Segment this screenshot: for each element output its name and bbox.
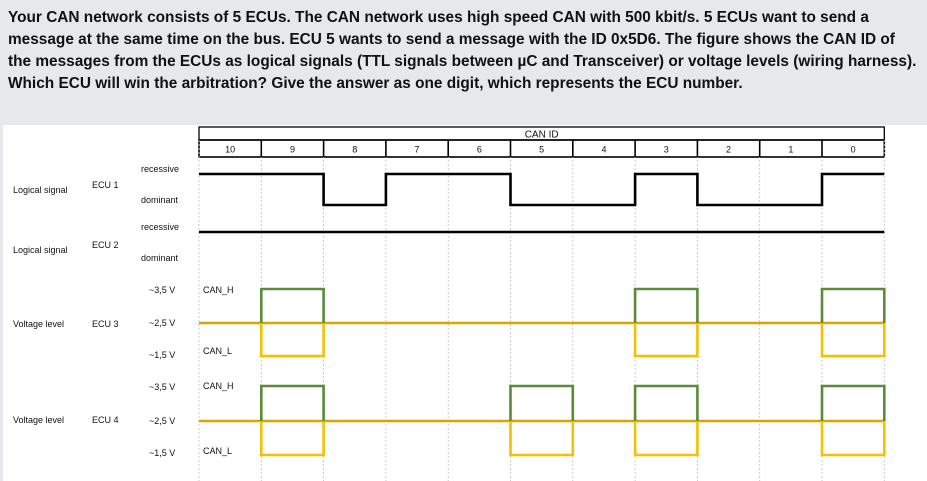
row-type-label: Logical signal <box>13 245 68 255</box>
bit-number-label: 7 <box>414 144 420 155</box>
can-l-tag: CAN_L <box>203 346 233 356</box>
timing-diagram <box>3 125 927 481</box>
bit-number-label: 9 <box>289 144 295 155</box>
can-l-tag: CAN_L <box>203 446 233 456</box>
bit-number-label: 5 <box>539 144 545 155</box>
voltage-high-label: ~3,5 V <box>149 382 176 392</box>
bit-number-label: 4 <box>601 144 607 155</box>
level-recessive-label: recessive <box>141 222 180 232</box>
can-h-tag: CAN_H <box>203 285 234 295</box>
can-h-tag: CAN_H <box>203 381 234 391</box>
row-type-label: Logical signal <box>13 185 68 195</box>
bit-number-label: 10 <box>225 144 236 155</box>
bit-number-label: 0 <box>850 144 856 155</box>
voltage-high-label: ~3,5 V <box>149 285 176 295</box>
question-text: Your CAN network consists of 5 ECUs. The CAN network uses high speed CAN with 500 kbit/s. 5 ECUs want to send a message at the same time on the bus. ECU 5 wants to send a message with the ID 0x5D6. The figure shows the CAN ID of the messages from the ECUs as logical signals (TTL signals between µC and Transceiver) or voltage levels (wiring harness). Which ECU will win the arbitration? Give the answer as one digit, which represents the ECU number. <box>8 9 917 92</box>
bit-number-label: 2 <box>726 144 732 155</box>
can-l-waveform <box>261 323 884 356</box>
row-ecu-label: ECU 3 <box>92 319 119 329</box>
can-h-waveform <box>261 386 884 421</box>
can-arbitration-figure <box>3 125 927 481</box>
row-type-label: Voltage level <box>13 319 65 329</box>
level-recessive-label: recessive <box>141 164 180 174</box>
bit-number-label: 1 <box>788 144 794 155</box>
voltage-low-label: ~1,5 V <box>149 350 176 360</box>
voltage-mid-label: ~2,5 V <box>149 318 176 328</box>
voltage-mid-label: ~2,5 V <box>149 416 176 426</box>
row-ecu-label: ECU 1 <box>92 180 119 190</box>
logical-signal-waveform <box>199 174 884 205</box>
voltage-low-label: ~1,5 V <box>149 448 176 458</box>
level-dominant-label: dominant <box>141 253 179 263</box>
bit-number-label: 8 <box>352 144 358 155</box>
can-id-header-title: CAN ID <box>524 129 559 141</box>
bit-number-label: 3 <box>663 144 669 155</box>
row-ecu-label: ECU 2 <box>92 240 119 250</box>
row-ecu-label: ECU 4 <box>92 415 119 425</box>
bit-number-label: 6 <box>476 144 482 155</box>
can-l-waveform <box>261 421 884 455</box>
level-dominant-label: dominant <box>141 195 179 205</box>
row-type-label: Voltage level <box>13 415 65 425</box>
